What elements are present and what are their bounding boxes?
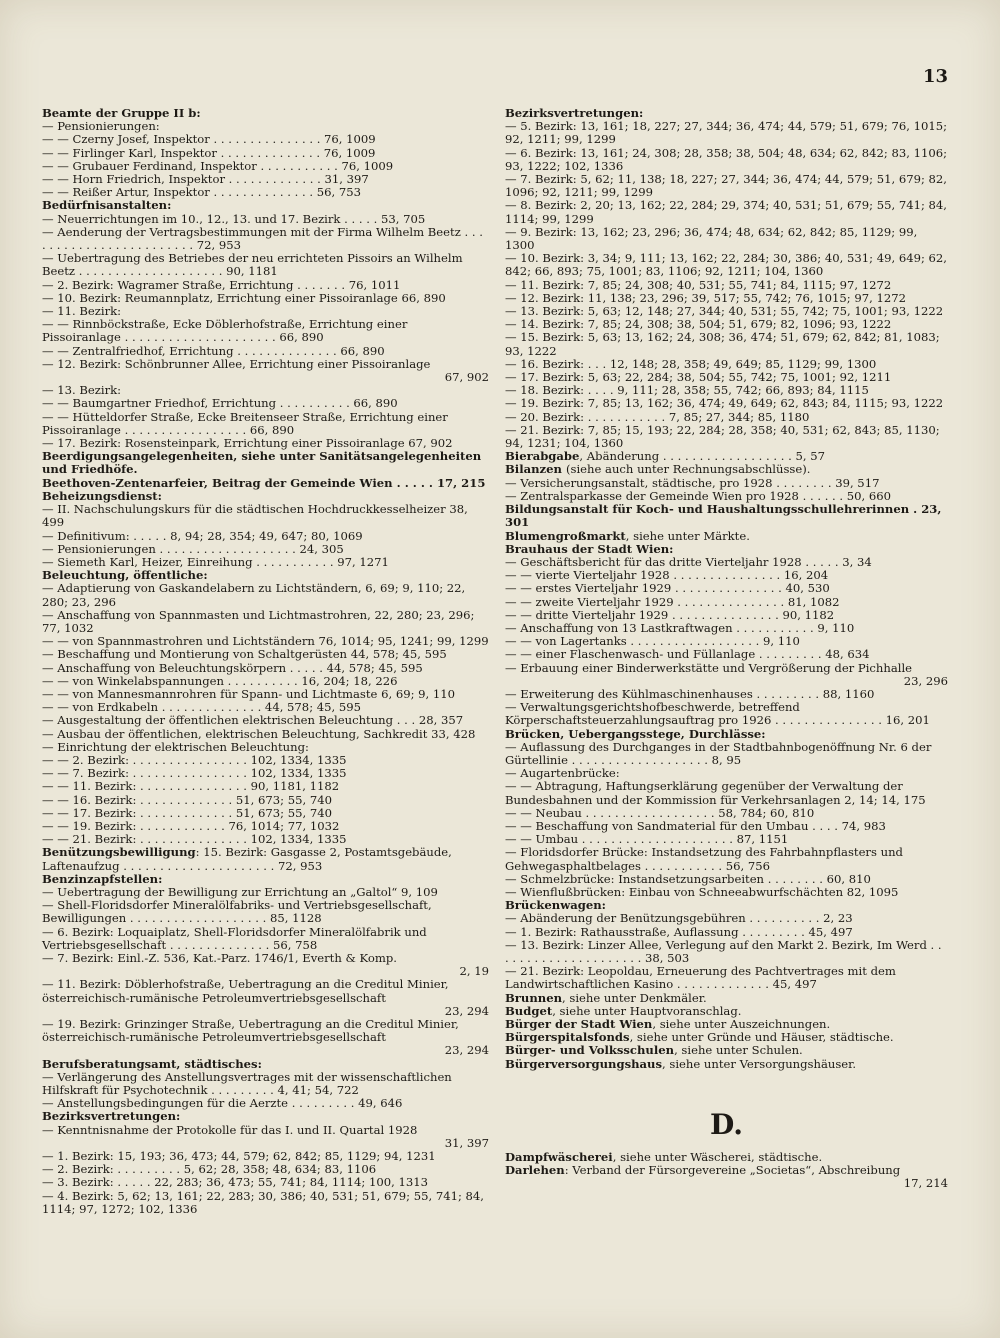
index-entry: — Uebertragung des Betriebes der neu errichteten Pissoirs an Wilhelm Beetz . . . . . . . . . . . . . . . . . . . . 90, 1181	[42, 251, 463, 279]
index-heading: Bezirksvertretungen:	[505, 106, 644, 120]
index-heading: Brunnen, siehe unter Denkmäler.	[505, 990, 707, 1005]
index-entry: — — von Spannmastrohren und Lichtständern 76, 1014; 95, 1241; 99, 1299	[42, 634, 489, 649]
index-entry: — 1. Bezirk: 15, 193; 36, 473; 44, 579; 62, 842; 85, 1129; 94, 1231	[42, 1149, 436, 1164]
index-entry: — 2. Bezirk: Wagramer Straße, Errichtung . . . . . . . 76, 1011	[42, 277, 401, 292]
index-entry: — Anschaffung von Beleuchtungskörpern . . . . . 44, 578; 45, 595	[42, 660, 423, 675]
index-entry: — 21. Bezirk: 7, 85; 15, 193; 22, 284; 28, 358; 40, 531; 62, 843; 85, 1130; 94, 1231; 104, 1360	[505, 422, 940, 451]
index-entry: — — Czerny Josef, Inspektor . . . . . . . . . . . . . . . 76, 1009	[42, 132, 376, 147]
index-entry-continuation: 2, 19	[459, 964, 489, 979]
index-entry: — Definitivum: . . . . . 8, 94; 28, 354; 49, 647; 80, 1069	[42, 528, 363, 543]
index-entry: — Shell-Floridsdorfer Mineralölfabriks- und Vertriebsgesellschaft, Bewilligungen . . . . . . . . . . . . . . . . . . . 85, 1128	[42, 898, 432, 926]
index-entry: — — von Erdkabeln . . . . . . . . . . . . . . 44, 578; 45, 595	[42, 700, 362, 715]
index-entry: — — Reißer Artur, Inspektor . . . . . . . . . . . . . . 56, 753	[42, 185, 361, 200]
index-entry: — 13. Bezirk: Linzer Allee, Verlegung auf den Markt 2. Bezirk, Im Werd . . . . . . . . . . . . . . . . . . . . . 38, 503	[505, 937, 942, 965]
index-heading: Bilanzen (siehe auch unter Rechnungsabschlüsse).	[505, 462, 811, 477]
index-entry: — Aenderung der Vertragsbestimmungen mit der Firma Wilhelm Beetz . . . . . . . . . . . . . . . . . . . . . . . . 72, 953	[42, 224, 483, 253]
index-entry-continuation: 23, 294	[444, 1043, 489, 1058]
index-entry: — Einrichtung der elektrischen Beleuchtung:	[42, 739, 309, 754]
index-entry: — 2. Bezirk: . . . . . . . . . 5, 62; 28, 358; 48, 634; 83, 1106	[42, 1162, 377, 1177]
index-entry: — 14. Bezirk: 7, 85; 24, 308; 38, 504; 51, 679; 82, 1096; 93, 1222	[505, 317, 892, 332]
index-entry: — — Grubauer Ferdinand, Inspektor . . . . . . . . . . . 76, 1009	[42, 158, 394, 173]
index-entry: — — von Mannesmannrohren für Spann- und Lichtmaste 6, 69; 9, 110	[42, 686, 456, 701]
index-entry: — Geschäftsbericht für das dritte Vierteljahr 1928 . . . . . 3, 34	[505, 554, 872, 569]
index-entry: — Schmelzbrücke: Instandsetzungsarbeiten . . . . . . . . 60, 810	[505, 871, 871, 886]
index-entry: — — 21. Bezirk: . . . . . . . . . . . . . . . 102, 1334, 1335	[42, 832, 347, 847]
index-heading: Beheizungsdienst:	[42, 488, 162, 503]
index-entry: — — 7. Bezirk: . . . . . . . . . . . . . . . . 102, 1334, 1335	[42, 766, 347, 781]
index-entry: — — Horn Friedrich, Inspektor . . . . . . . . . . . . . 31, 397	[42, 172, 369, 187]
index-entry: — — Neubau . . . . . . . . . . . . . . . . . . 58, 784; 60, 810	[505, 805, 815, 820]
index-heading: Blumengroßmarkt, siehe unter Märkte.	[505, 528, 750, 543]
index-entry: — — Beschaffung von Sandmaterial für den Umbau . . . . 74, 983	[505, 818, 886, 833]
index-entry: — — Hütteldorfer Straße, Ecke Breitenseer Straße, Errichtung einer Pissoiranlage . . . . . . . . . . . . . . . . . 66, 890	[42, 409, 448, 437]
index-column-right	[505, 107, 948, 1190]
index-entry: — 19. Bezirk: Grinzinger Straße, Uebertragung an die Creditul Minier, österreichisch-rumänische Petroleumvertriebsgesellschaft	[42, 1017, 459, 1045]
index-heading: Bürgerspitalsfonds, siehe unter Gründe und Häuser, städtische.	[505, 1030, 894, 1045]
index-entry: — Ausgestaltung der öffentlichen elektrischen Beleuchtung . . . 28, 357	[42, 713, 464, 728]
index-entry: — Verwaltungsgerichtshofbeschwerde, betreffend Körperschaftsteuerzahlungsauftrag pro 1926 . . . . . . . . . . . . . . . 16, 201	[505, 700, 930, 728]
index-entry: — Kenntnisnahme der Protokolle für das I. und II. Quartal 1928	[42, 1122, 418, 1137]
index-entry: — 16. Bezirk: . . . 12, 148; 28, 358; 49, 649; 85, 1129; 99, 1300	[505, 356, 877, 371]
index-entry: — — dritte Vierteljahr 1929 . . . . . . . . . . . . . . . 90, 1182	[505, 607, 835, 622]
index-entry: — — zweite Vierteljahr 1929 . . . . . . . . . . . . . . . 81, 1082	[505, 594, 840, 609]
index-entry: — 11. Bezirk: 7, 85; 24, 308; 40, 531; 55, 741; 84, 1115; 97, 1272	[505, 277, 892, 292]
index-heading: Dampfwäscherei, siehe unter Wäscherei, städtische.	[505, 1149, 823, 1164]
index-heading: Bürgerversorgungshaus, siehe unter Versorgungshäuser.	[505, 1056, 857, 1071]
index-entry: — 6. Bezirk: 13, 161; 24, 308; 28, 358; 38, 504; 48, 634; 62, 842; 83, 1106; 93, 1222; 102, 1336	[505, 145, 947, 173]
index-heading: Beerdigungsangelegenheiten, siehe unter Sanitätsangelegenheiten und Friedhöfe.	[42, 449, 482, 477]
index-entry: — — Abtragung, Haftungserklärung gegenüber der Verwaltung der Bundesbahnen und der Kommission für Verkehrsanlagen 2, 14; 14, 175	[505, 779, 926, 807]
index-entry: — 13. Bezirk:	[42, 383, 122, 398]
index-entry: — Uebertragung der Bewilligung zur Errichtung an „Galtol“ 9, 109	[42, 884, 438, 899]
index-entry: — 8. Bezirk: 2, 20; 13, 162; 22, 284; 29, 374; 40, 531; 51, 679; 55, 741; 84, 1114; 99, 1299	[505, 198, 947, 226]
index-entry: — Pensionierungen . . . . . . . . . . . . . . . . . . . 24, 305	[42, 541, 344, 556]
index-heading: Bierabgabe, Abänderung . . . . . . . . . . . . . . . . . . 5, 57	[505, 449, 826, 464]
section-letter: D.	[709, 1107, 744, 1141]
index-heading: Darlehen: Verband der Fürsorgevereine „Societas“, Abschreibung	[505, 1163, 901, 1178]
index-entry: — 15. Bezirk: 5, 63; 13, 162; 24, 308; 36, 474; 51, 679; 62, 842; 81, 1083; 93, 1222	[505, 330, 940, 358]
index-entry: — Wienflußbrücken: Einbau von Schneeabwurfschächten 82, 1095	[505, 884, 899, 899]
index-entry: — — Baumgartner Friedhof, Errichtung . . . . . . . . . . 66, 890	[42, 396, 398, 411]
index-entry: — 7. Bezirk: Einl.-Z. 536, Kat.-Parz. 1746/1, Everth & Komp.	[42, 951, 397, 965]
index-entry: — 4. Bezirk: 5, 62; 13, 161; 22, 283; 30, 386; 40, 531; 51, 679; 55, 741; 84, 1114; 97, 1272; 102, 1336	[42, 1188, 484, 1216]
index-entry: — 11. Bezirk:	[42, 304, 122, 319]
index-heading: Brücken, Uebergangsstege, Durchlässe:	[505, 726, 766, 741]
index-entry: — — von Lagertanks . . . . . . . . . . . . . . . . . . 9, 110	[505, 634, 800, 649]
index-entry-continuation: 23, 296	[903, 673, 948, 688]
index-entry: — Beschaffung und Montierung von Schaltgerüsten 44, 578; 45, 595	[42, 647, 447, 662]
index-entry: — 5. Bezirk: 13, 161; 18, 227; 27, 344; 36, 474; 44, 579; 51, 679; 76, 1015; 92, 1211; 99, 1299	[505, 119, 947, 147]
index-heading: Beamte der Gruppe II b:	[42, 106, 201, 120]
index-entry: — 17. Bezirk: 5, 63; 22, 284; 38, 504; 55, 742; 75, 1001; 92, 1211	[505, 370, 892, 385]
index-entry: — 17. Bezirk: Rosensteinpark, Errichtung einer Pissoiranlage 67, 902	[42, 436, 453, 451]
index-heading: Benzinzapfstellen:	[42, 871, 163, 886]
index-heading: Bildungsanstalt für Koch- und Haushaltungsschullehrerinnen . 23, 301	[505, 502, 942, 530]
index-entry: — Ausbau der öffentlichen, elektrischen Beleuchtung, Sachkredit 33, 428	[42, 726, 476, 741]
index-entry-continuation: 17, 214	[903, 1176, 948, 1191]
index-entry: — 11. Bezirk: Döblerhofstraße, Uebertragung an die Creditul Minier, österreichisch-rumänische Petroleumvertriebsgesellschaft	[42, 977, 449, 1005]
index-entry-continuation: 31, 397	[444, 1135, 489, 1150]
index-column-left	[42, 107, 489, 1216]
index-heading: Bürger der Stadt Wien, siehe unter Auszeichnungen.	[505, 1017, 831, 1032]
index-heading: Berufsberatungsamt, städtisches:	[42, 1056, 262, 1071]
index-entry: — Anschaffung von 13 Lastkraftwagen . . . . . . . . . . . 9, 110	[505, 620, 855, 635]
index-entry: — — Zentralfriedhof, Errichtung . . . . . . . . . . . . . . 66, 890	[42, 343, 385, 358]
index-heading: Benützungsbewilligung: 15. Bezirk: Gasgasse 2, Postamtsgebäude, Laftenaufzug . . . . . . . . . . . . . . . . . . . . . 72, 953	[42, 845, 452, 873]
index-entry: — Floridsdorfer Brücke: Instandsetzung des Fahrbahnpflasters und Gehwegasphaltbelages . . . . . . . . . . . 56, 756	[505, 845, 903, 873]
index-entry: — Versicherungsanstalt, städtische, pro 1928 . . . . . . . . 39, 517	[505, 475, 880, 490]
index-entry: — 10. Bezirk: Reumannplatz, Errichtung einer Pissoiranlage 66, 890	[42, 290, 446, 305]
index-entry: — — 2. Bezirk: . . . . . . . . . . . . . . . . 102, 1334, 1335	[42, 752, 347, 767]
index-entry: — — 19. Bezirk: . . . . . . . . . . . . 76, 1014; 77, 1032	[42, 818, 340, 833]
index-heading: Beethoven-Zentenarfeier, Beitrag der Gemeinde Wien . . . . . 17, 215	[42, 475, 486, 490]
index-entry: — Anstellungsbedingungen für die Aerzte . . . . . . . . . 49, 646	[42, 1096, 403, 1111]
index-entry: — — erstes Vierteljahr 1929 . . . . . . . . . . . . . . . 40, 530	[505, 581, 830, 596]
index-heading: Brauhaus der Stadt Wien:	[505, 541, 674, 556]
index-entry: — 9. Bezirk: 13, 162; 23, 296; 36, 474; 48, 634; 62, 842; 85, 1129; 99, 1300	[505, 224, 918, 253]
index-entry: — — Umbau . . . . . . . . . . . . . . . . . . . . . 87, 1151	[505, 832, 789, 847]
index-heading: Bezirksvertretungen:	[42, 1109, 181, 1124]
index-heading: Budget, siehe unter Hauptvoranschlag.	[505, 1003, 742, 1018]
index-entry: — — von Winkelabspannungen . . . . . . . . . . 16, 204; 18, 226	[42, 673, 398, 688]
index-entry: — — Rinnböckstraße, Ecke Döblerhofstraße, Errichtung einer Pissoiranlage . . . . . . . . . . . . . . . . . . . . . 66, 890	[42, 317, 408, 345]
index-entry: — — 11. Bezirk: . . . . . . . . . . . . . . . 90, 1181, 1182	[42, 779, 340, 794]
page-number: 13	[922, 66, 948, 87]
index-entry: — Anschaffung von Spannmasten und Lichtmastrohren, 22, 280; 23, 296; 77, 1032	[42, 607, 475, 635]
index-entry: — — vierte Vierteljahr 1928 . . . . . . . . . . . . . . . 16, 204	[505, 568, 829, 583]
index-entry: — Verlängerung des Anstellungsvertrages mit der wissenschaftlichen Hilfskraft für Psychotechnik . . . . . . . . . 4, 41; 54, 722	[42, 1069, 452, 1098]
index-entry: — 19. Bezirk: 7, 85; 13, 162; 36, 474; 49, 649; 62, 843; 84, 1115; 93, 1222	[505, 396, 944, 411]
index-entry: — Zentralsparkasse der Gemeinde Wien pro 1928 . . . . . . 50, 660	[505, 488, 892, 503]
index-entry: — — einer Flaschenwasch- und Füllanlage . . . . . . . . . 48, 634	[505, 647, 870, 662]
index-entry: — Siemeth Karl, Heizer, Einreihung . . . . . . . . . . . 97, 1271	[42, 554, 389, 569]
index-entry: — 6. Bezirk: Loquaiplatz, Shell-Floridsdorfer Mineralölfabrik und Vertriebsgesellschaft . . . . . . . . . . . . . . 56, 758	[42, 924, 427, 952]
index-entry-continuation: 67, 902	[444, 370, 489, 385]
index-entry: — Augartenbrücke:	[505, 766, 620, 781]
index-entry: — II. Nachschulungskurs für die städtischen Hochdruckkesselheizer 38, 499	[42, 502, 468, 530]
index-entry: — 1. Bezirk: Rathausstraße, Auflassung . . . . . . . . . 45, 497	[505, 924, 853, 939]
index-entry: — Pensionierungen:	[42, 119, 160, 134]
index-heading: Brückenwagen:	[505, 898, 606, 913]
index-entry: — Erbauung einer Binderwerkstätte und Vergrößerung der Pichhalle	[505, 660, 913, 675]
index-entry: — 12. Bezirk: 11, 138; 23, 296; 39, 517; 55, 742; 76, 1015; 97, 1272	[505, 290, 906, 305]
index-entry: — 13. Bezirk: 5, 63; 12, 148; 27, 344; 40, 531; 55, 742; 75, 1001; 93, 1222	[505, 304, 944, 319]
index-entry: — 18. Bezirk: . . . . 9, 111; 28, 358; 55, 742; 66, 893; 84, 1115	[505, 383, 869, 398]
index-heading: Bürger- und Volksschulen, siehe unter Schulen.	[505, 1043, 803, 1058]
index-entry: — Auflassung des Durchganges in der Stadtbahnbogenöffnung Nr. 6 der Gürtellinie . . . . . . . . . . . . . . . . . . . 8, 95	[505, 739, 932, 767]
index-entry-continuation: 23, 294	[444, 1003, 489, 1018]
index-entry: — 3. Bezirk: . . . . . 22, 283; 36, 473; 55, 741; 84, 1114; 100, 1313	[42, 1175, 428, 1190]
index-entry: — — 16. Bezirk: . . . . . . . . . . . . . 51, 673; 55, 740	[42, 792, 332, 807]
index-entry: — — Firlinger Karl, Inspektor . . . . . . . . . . . . . . 76, 1009	[42, 145, 376, 160]
index-heading: Beleuchtung, öffentliche:	[42, 568, 208, 583]
index-entry: — Erweiterung des Kühlmaschinenhauses . . . . . . . . . 88, 1160	[505, 686, 875, 701]
index-entry: — Adaptierung von Gaskandelabern zu Lichtständern, 6, 69; 9, 110; 22, 280; 23, 296	[42, 581, 466, 609]
index-entry: — 7. Bezirk: 5, 62; 11, 138; 18, 227; 27, 344; 36, 474; 44, 579; 51, 679; 82, 1096; 92, 1211; 99, 1299	[505, 172, 947, 200]
index-entry: — 20. Bezirk: . . . . . . . . . . . 7, 85; 27, 344; 85, 1180	[505, 409, 810, 424]
index-entry: — Neuerrichtungen im 10., 12., 13. und 17. Bezirk . . . . . 53, 705	[42, 211, 426, 226]
index-entry: — 21. Bezirk: Leopoldau, Erneuerung des Pachtvertrages mit dem Landwirtschaftlichen Kasino . . . . . . . . . . . . . 45, 497	[505, 964, 896, 992]
index-entry: — 12. Bezirk: Schönbrunner Allee, Errichtung einer Pissoiranlage	[42, 356, 431, 371]
index-heading: Bedürfnisanstalten:	[42, 198, 172, 213]
index-entry: — Abänderung der Benützungsgebühren . . . . . . . . . . 2, 23	[505, 911, 853, 926]
index-entry: — 10. Bezirk: 3, 34; 9, 111; 13, 162; 22, 284; 30, 386; 40, 531; 49, 649; 62, 842; 66, 893; 75, 1001; 83, 1106; 92, 1211; 104, 1360	[505, 251, 947, 279]
index-entry: — — 17. Bezirk: . . . . . . . . . . . . . 51, 673; 55, 740	[42, 805, 332, 820]
